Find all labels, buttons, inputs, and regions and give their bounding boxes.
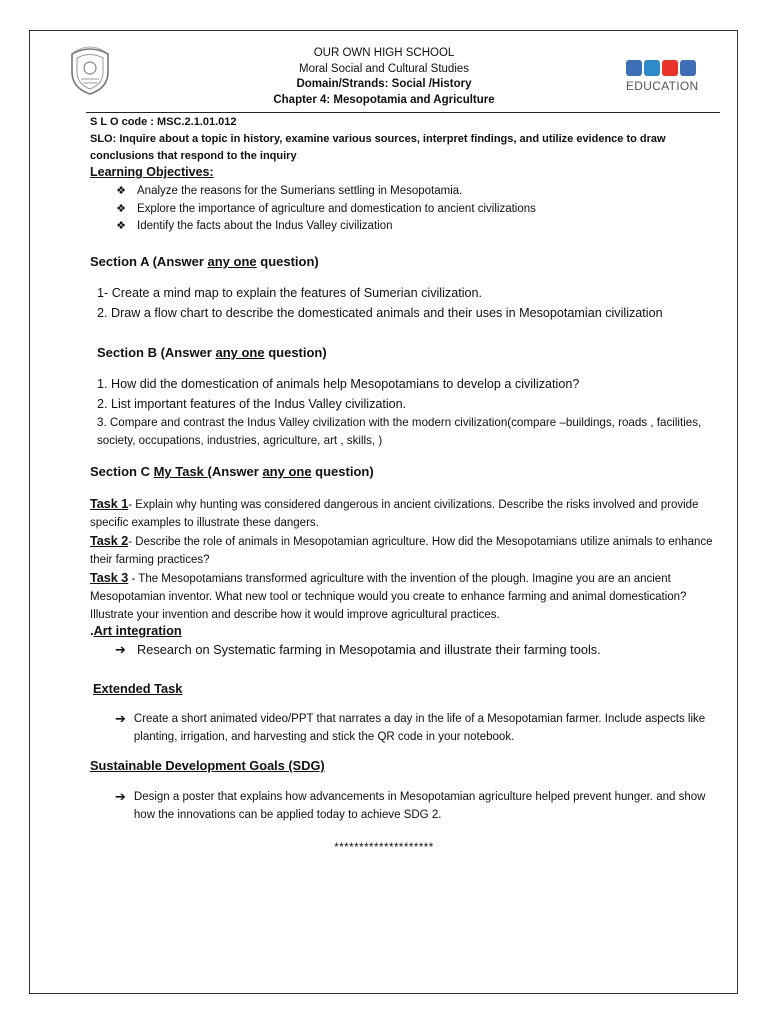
section-c-prefix: Section C (90, 464, 154, 479)
task-text: - Explain why hunting was considered dangerous in ancient civilizations. Describe the risks involved and provide specific examples to illustrate these dangers. (90, 499, 699, 529)
end-stars-divider: ******************** (334, 842, 434, 854)
objective-text: Explore the importance of agriculture and domestication to ancient civilizations (137, 202, 536, 215)
objective-text: Identify the facts about the Indus Valley civilization (137, 220, 393, 232)
art-heading-prefix: . (90, 623, 94, 638)
task-item (90, 495, 726, 532)
section-c-my-task: My Task (153, 464, 208, 479)
arrow-right-icon: ➔ (115, 642, 126, 657)
extended-task-text: Create a short animated video/PPT that narrates a day in the life of a Mesopotamian farmer. Include aspects like planting, irrigation, and harvesting and stick the QR code in your notebook. (133, 713, 706, 743)
subject-name: Moral Social and Cultural Studies (298, 62, 470, 75)
school-crest-logo (66, 46, 114, 96)
objective-text: Analyze the reasons for the Sumerians settling in Mesopotamia. (137, 185, 463, 197)
art-integration-heading (90, 622, 182, 639)
sdg-text: Design a poster that explains how advancements in Mesopotamian agriculture helped prevent hunger. and show how the innovations can be applied today to achieve SDG 2. (133, 791, 706, 821)
slo-code: S L O code : MSC.2.1.01.012 (90, 116, 237, 128)
list-item: 1. How did the domestication of animals help Mesopotamians to develop a civilization? (97, 377, 580, 391)
task-label: Task 1 (90, 497, 129, 511)
document-header (200, 46, 568, 108)
section-c-heading (90, 464, 374, 479)
art-integration-item (115, 640, 601, 659)
extended-task-heading: Extended Task (93, 681, 183, 696)
section-c-suffix: question) (311, 464, 374, 479)
section-b-questions (97, 375, 717, 450)
header-divider (86, 112, 720, 113)
chapter-title: Chapter 4: Mesopotamia and Agriculture (273, 93, 495, 106)
list-item: 2. Draw a flow chart to describe the domesticated animals and their uses in Mesopotamian civilization (97, 305, 663, 320)
list-item (115, 201, 536, 219)
diamond-bullet-icon: ❖ (116, 202, 126, 215)
task-label: Task 3 (90, 571, 129, 585)
section-a-emphasis: any one (207, 254, 257, 269)
section-a-prefix: Section A (Answer (90, 254, 208, 269)
arrow-right-icon: ➔ (115, 711, 126, 726)
task-item (90, 532, 726, 569)
list-item: 2. List important features of the Indus Valley civilization. (97, 396, 407, 411)
gems-logo-education-text: EDUCATION (626, 79, 699, 93)
gems-logo-block (680, 60, 696, 76)
section-b-suffix: question) (264, 345, 327, 360)
section-a-questions (97, 284, 717, 323)
list-item: 3. Compare and contrast the Indus Valley civilization with the modern civilization(compare –buildings, roads , facilities, society, occupations, industries, agriculture, art , skills, ) (97, 416, 702, 447)
task-label: Task 2 (90, 534, 129, 548)
gems-logo-block (626, 60, 642, 76)
school-name: OUR OWN HIGH SCHOOL (313, 47, 455, 59)
sdg-heading: Sustainable Development Goals (SDG) (90, 758, 325, 773)
section-c-emphasis: any one (262, 464, 312, 479)
sdg-item (115, 788, 720, 824)
section-a-heading (90, 254, 319, 269)
art-heading-text: Art integration (93, 623, 182, 638)
section-b-emphasis: any one (215, 345, 265, 360)
task-text: - The Mesopotamians transformed agriculture with the invention of the plough. Imagine you are an ancient Mesopotamian inventor. What new tool or technique would you create to enhance farming and animal domestication? Illustrate your invention and describe how it would improve agricultural practices. (90, 573, 687, 621)
list-item (115, 183, 536, 201)
task-text: - Describe the role of animals in Mesopotamian agriculture. How did the Mesopotamians utilize animals to enhance their farming practices? (90, 536, 713, 566)
section-c-tasks (90, 495, 726, 624)
task-item (90, 569, 726, 624)
gems-education-logo (626, 60, 706, 100)
objectives-list (115, 183, 536, 236)
list-item (115, 218, 536, 236)
list-item: 1- Create a mind map to explain the features of Sumerian civilization. (97, 286, 483, 300)
gems-logo-block (644, 60, 660, 76)
diamond-bullet-icon: ❖ (116, 185, 126, 197)
extended-task-item (115, 710, 715, 746)
section-c-mid: (Answer (207, 464, 263, 479)
gems-logo-mark (626, 60, 706, 76)
domain-strands: Domain/Strands: Social /History (296, 78, 472, 90)
learning-objectives-heading: Learning Objectives: (90, 165, 214, 179)
section-a-suffix: question) (256, 254, 319, 269)
slo-text: SLO: Inquire about a topic in history, examine various sources, interpret findings, and utilize evidence to draw conclusions that respond to the inquiry (90, 133, 666, 162)
art-integration-text: Research on Systematic farming in Mesopotamia and illustrate their farming tools. (137, 642, 601, 657)
arrow-right-icon: ➔ (115, 789, 126, 804)
section-b-heading (97, 345, 327, 360)
section-b-prefix: Section B (Answer (97, 345, 216, 360)
diamond-bullet-icon: ❖ (116, 220, 126, 232)
gems-logo-block (662, 60, 678, 76)
